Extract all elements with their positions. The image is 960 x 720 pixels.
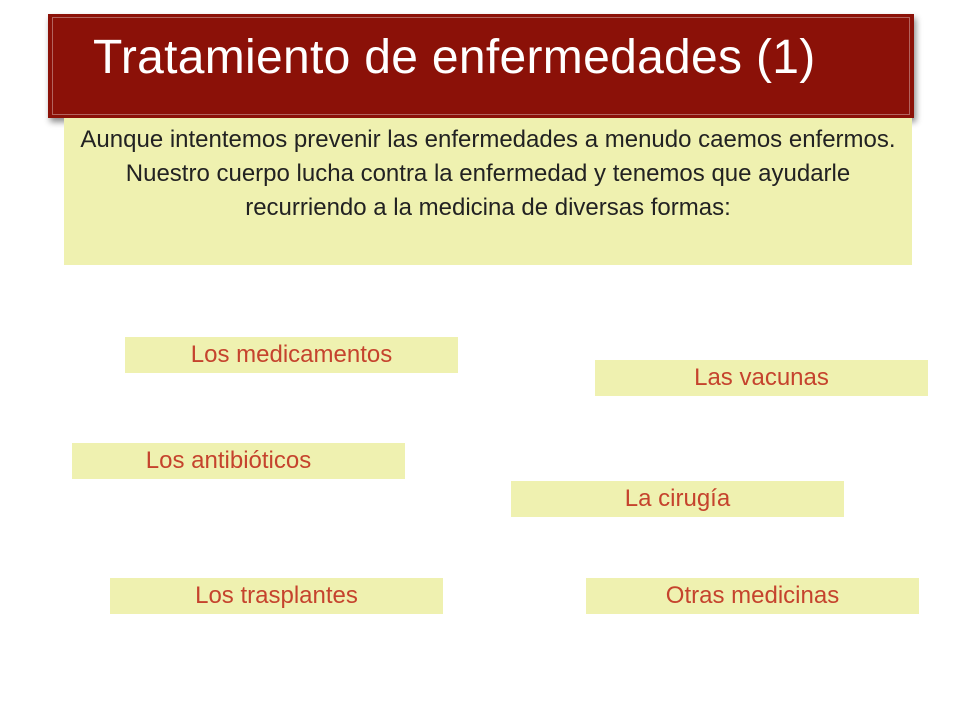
link-medicamentos[interactable] xyxy=(125,337,458,373)
link-otras-medicinas[interactable] xyxy=(586,578,919,614)
link-antibioticos[interactable] xyxy=(72,443,405,479)
link-otras-medicinas-label: Otras medicinas xyxy=(665,582,840,609)
intro-paragraph: Aunque intentemos prevenir las enfermedades a menudo caemos enfermos. Nuestro cuerpo lucha contra la enfermedad y tenemos que ayudarle recurriendo a la medicina de diversas formas: xyxy=(80,126,896,221)
intro-text-box xyxy=(64,118,912,265)
title-banner xyxy=(48,14,914,118)
link-trasplantes[interactable] xyxy=(110,578,443,614)
link-vacunas[interactable] xyxy=(595,360,928,396)
slide-title: Tratamiento de enfermedades (1) xyxy=(93,31,816,84)
link-cirugia[interactable] xyxy=(511,481,844,517)
link-trasplantes-label: Los trasplantes xyxy=(195,582,358,609)
link-vacunas-label: Las vacunas xyxy=(694,364,829,391)
link-cirugia-label: La cirugía xyxy=(624,485,731,512)
link-antibioticos-label: Los antibióticos xyxy=(145,447,312,474)
link-medicamentos-label: Los medicamentos xyxy=(190,341,393,368)
